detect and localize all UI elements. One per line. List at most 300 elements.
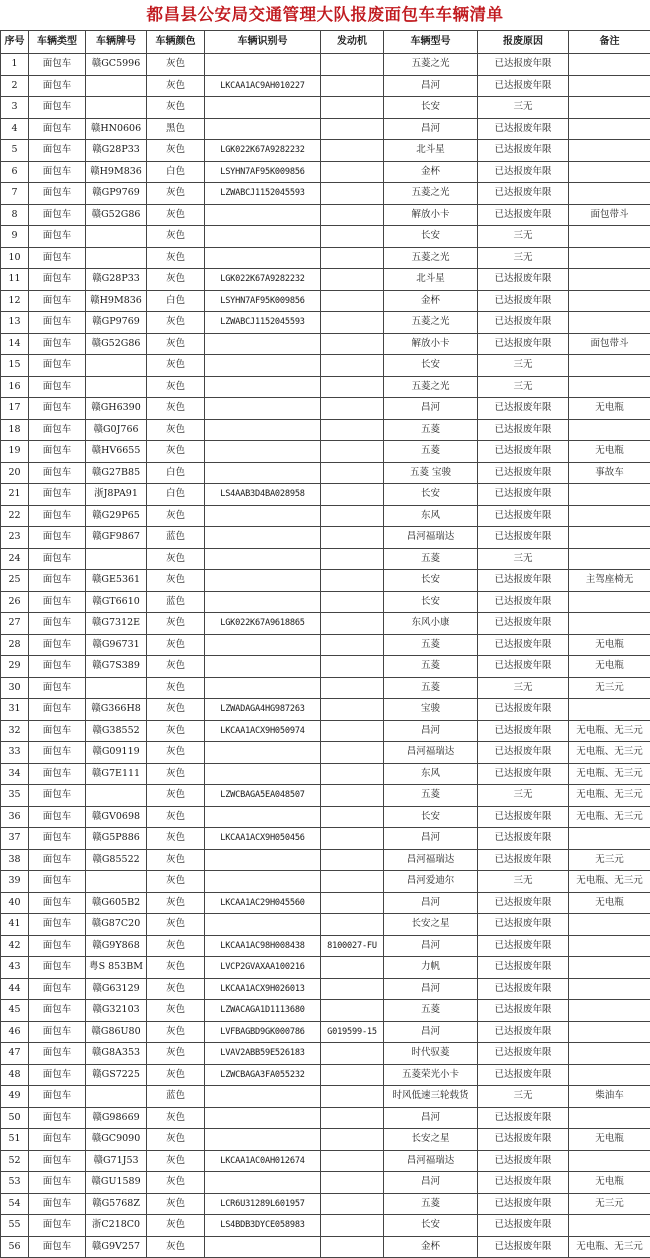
plate-number-cell: 赣GC9090 [86, 1129, 147, 1151]
scrap-reason-cell: 已达报废年限 [478, 75, 569, 97]
vehicle-type-cell: 面包车 [29, 1107, 86, 1129]
table-row [1, 247, 650, 269]
plate-number-cell [86, 1086, 147, 1108]
vehicle-model-cell: 五菱之光 [384, 54, 478, 76]
vehicle-color-cell: 白色 [147, 290, 205, 312]
table-row [1, 656, 650, 678]
remark-cell: 无电瓶 [569, 656, 650, 678]
row-index-cell: 41 [1, 914, 29, 936]
vehicle-color-cell: 灰色 [147, 935, 205, 957]
vin-cell: LGK022K67A9282232 [205, 269, 321, 291]
scrap-reason-cell: 已达报废年限 [478, 570, 569, 592]
vehicle-type-cell: 面包车 [29, 613, 86, 635]
plate-number-cell: 赣G87C20 [86, 914, 147, 936]
table-row [1, 183, 650, 205]
engine-number-cell [321, 161, 384, 183]
engine-number-cell [321, 398, 384, 420]
vehicle-model-cell: 昌河 [384, 1172, 478, 1194]
scrap-reason-cell: 已达报废年限 [478, 1000, 569, 1022]
row-index-cell: 48 [1, 1064, 29, 1086]
vehicle-model-cell: 昌河福瑞达 [384, 849, 478, 871]
vehicle-type-cell: 面包车 [29, 1021, 86, 1043]
vin-cell: LKCAA1AC9AH010227 [205, 75, 321, 97]
remark-cell [569, 978, 650, 1000]
plate-number-cell: 赣GS7225 [86, 1064, 147, 1086]
vehicle-model-cell: 五菱 [384, 677, 478, 699]
remark-cell [569, 484, 650, 506]
plate-number-cell: 浙C218C0 [86, 1215, 147, 1237]
plate-number-cell: 赣G29P65 [86, 505, 147, 527]
table-row [1, 1193, 650, 1215]
remark-cell [569, 247, 650, 269]
table-row [1, 54, 650, 76]
row-index-cell: 1 [1, 54, 29, 76]
vehicle-type-cell: 面包车 [29, 742, 86, 764]
vehicle-color-cell: 灰色 [147, 828, 205, 850]
row-index-cell: 37 [1, 828, 29, 850]
engine-number-cell [321, 1086, 384, 1108]
remark-cell [569, 269, 650, 291]
row-index-cell: 40 [1, 892, 29, 914]
vehicle-model-cell: 时风低速三轮载货 [384, 1086, 478, 1108]
plate-number-cell: 赣GC5996 [86, 54, 147, 76]
vehicle-model-cell: 昌河福瑞达 [384, 1150, 478, 1172]
scrap-reason-cell: 已达报废年限 [478, 1107, 569, 1129]
header-row [1, 31, 650, 54]
vehicle-model-cell: 五菱之光 [384, 183, 478, 205]
remark-cell [569, 1215, 650, 1237]
vehicle-color-cell: 灰色 [147, 54, 205, 76]
vehicle-type-cell: 面包车 [29, 763, 86, 785]
plate-number-cell: 赣G32103 [86, 1000, 147, 1022]
vehicle-color-cell: 灰色 [147, 849, 205, 871]
vehicle-model-cell: 昌河 [384, 398, 478, 420]
col-index-header: 序号 [1, 31, 29, 54]
row-index-cell: 33 [1, 742, 29, 764]
scrap-reason-cell: 已达报废年限 [478, 1064, 569, 1086]
plate-number-cell: 赣G98669 [86, 1107, 147, 1129]
col-vehicle-type-header: 车辆类型 [29, 31, 86, 54]
vehicle-color-cell: 灰色 [147, 312, 205, 334]
vehicle-model-cell: 昌河福瑞达 [384, 742, 478, 764]
plate-number-cell: 赣G9Y868 [86, 935, 147, 957]
row-index-cell: 30 [1, 677, 29, 699]
engine-number-cell [321, 75, 384, 97]
engine-number-cell [321, 419, 384, 441]
vehicle-type-cell: 面包车 [29, 1064, 86, 1086]
vehicle-color-cell: 灰色 [147, 1215, 205, 1237]
vehicle-color-cell: 白色 [147, 161, 205, 183]
row-index-cell: 54 [1, 1193, 29, 1215]
plate-number-cell: 赣G366H8 [86, 699, 147, 721]
table-row [1, 828, 650, 850]
vehicle-color-cell: 灰色 [147, 957, 205, 979]
vehicle-color-cell: 灰色 [147, 183, 205, 205]
row-index-cell: 25 [1, 570, 29, 592]
scrap-reason-cell: 已达报废年限 [478, 204, 569, 226]
scrap-reason-cell: 已达报废年限 [478, 978, 569, 1000]
vin-cell [205, 118, 321, 140]
vehicle-color-cell: 灰色 [147, 785, 205, 807]
engine-number-cell [321, 892, 384, 914]
vehicle-color-cell: 灰色 [147, 75, 205, 97]
vehicle-color-cell: 灰色 [147, 441, 205, 463]
vehicle-model-cell: 宝骏 [384, 699, 478, 721]
engine-number-cell [321, 54, 384, 76]
plate-number-cell: 赣G86U80 [86, 1021, 147, 1043]
row-index-cell: 26 [1, 591, 29, 613]
vehicle-color-cell: 灰色 [147, 871, 205, 893]
vin-cell: LKCAA1ACX9H026013 [205, 978, 321, 1000]
vehicle-type-cell: 面包车 [29, 183, 86, 205]
vehicle-color-cell: 灰色 [147, 720, 205, 742]
vehicle-color-cell: 灰色 [147, 1172, 205, 1194]
vehicle-color-cell: 灰色 [147, 548, 205, 570]
scrap-reason-cell: 三无 [478, 1086, 569, 1108]
row-index-cell: 7 [1, 183, 29, 205]
row-index-cell: 56 [1, 1236, 29, 1258]
vehicle-model-cell: 时代驭菱 [384, 1043, 478, 1065]
remark-cell [569, 75, 650, 97]
vehicle-type-cell: 面包车 [29, 591, 86, 613]
vin-cell [205, 505, 321, 527]
plate-number-cell: 赣G605B2 [86, 892, 147, 914]
table-row [1, 570, 650, 592]
remark-cell [569, 1043, 650, 1065]
col-plate-header: 车辆牌号 [86, 31, 147, 54]
row-index-cell: 2 [1, 75, 29, 97]
engine-number-cell: 8100027-FU [321, 935, 384, 957]
remark-cell: 无电瓶、无三元 [569, 720, 650, 742]
row-index-cell: 23 [1, 527, 29, 549]
vehicle-color-cell: 白色 [147, 484, 205, 506]
scrap-reason-cell: 已达报废年限 [478, 849, 569, 871]
vin-cell: LKCAA1AC98H008438 [205, 935, 321, 957]
plate-number-cell: 赣GP9769 [86, 312, 147, 334]
engine-number-cell [321, 97, 384, 119]
plate-number-cell [86, 785, 147, 807]
scrap-reason-cell: 已达报废年限 [478, 634, 569, 656]
scrap-reason-cell: 已达报废年限 [478, 161, 569, 183]
remark-cell: 无电瓶、无三元 [569, 1236, 650, 1258]
remark-cell [569, 828, 650, 850]
plate-number-cell: 赣G7E111 [86, 763, 147, 785]
table-row [1, 376, 650, 398]
table-row [1, 75, 650, 97]
vehicle-color-cell: 灰色 [147, 634, 205, 656]
engine-number-cell [321, 269, 384, 291]
engine-number-cell [321, 183, 384, 205]
vehicle-model-cell: 五菱 宝骏 [384, 462, 478, 484]
plate-number-cell: 赣GT6610 [86, 591, 147, 613]
remark-cell [569, 312, 650, 334]
row-index-cell: 5 [1, 140, 29, 162]
plate-number-cell [86, 376, 147, 398]
vehicle-type-cell: 面包车 [29, 935, 86, 957]
vin-cell [205, 871, 321, 893]
row-index-cell: 51 [1, 1129, 29, 1151]
plate-number-cell: 赣G28P33 [86, 140, 147, 162]
col-reason-header: 报废原因 [478, 31, 569, 54]
plate-number-cell: 赣GH6390 [86, 398, 147, 420]
scrap-reason-cell: 三无 [478, 548, 569, 570]
row-index-cell: 39 [1, 871, 29, 893]
remark-cell: 无电瓶 [569, 398, 650, 420]
vehicle-type-cell: 面包车 [29, 806, 86, 828]
vehicle-type-cell: 面包车 [29, 957, 86, 979]
vehicle-type-cell: 面包车 [29, 140, 86, 162]
vehicle-model-cell: 长安 [384, 355, 478, 377]
vehicle-color-cell: 灰色 [147, 419, 205, 441]
vehicle-type-cell: 面包车 [29, 634, 86, 656]
scrap-reason-cell: 已达报废年限 [478, 613, 569, 635]
vehicle-model-cell: 长安 [384, 591, 478, 613]
vehicle-model-cell: 长安 [384, 226, 478, 248]
table-row [1, 1021, 650, 1043]
scrap-reason-cell: 三无 [478, 226, 569, 248]
plate-number-cell: 赣G52G86 [86, 333, 147, 355]
table-row [1, 312, 650, 334]
scrap-reason-cell: 已达报废年限 [478, 763, 569, 785]
vehicle-model-cell: 昌河 [384, 720, 478, 742]
vehicle-type-cell: 面包车 [29, 505, 86, 527]
row-index-cell: 24 [1, 548, 29, 570]
vehicle-model-cell: 五菱 [384, 1193, 478, 1215]
vehicle-color-cell: 黑色 [147, 118, 205, 140]
remark-cell [569, 183, 650, 205]
table-row [1, 892, 650, 914]
remark-cell: 无电瓶 [569, 1129, 650, 1151]
table-row [1, 613, 650, 635]
table-row [1, 204, 650, 226]
vehicle-model-cell: 五菱荣光小卡 [384, 1064, 478, 1086]
scrap-reason-cell: 已达报废年限 [478, 1236, 569, 1258]
plate-number-cell: 赣GP9769 [86, 183, 147, 205]
engine-number-cell [321, 204, 384, 226]
remark-cell [569, 548, 650, 570]
row-index-cell: 20 [1, 462, 29, 484]
engine-number-cell [321, 742, 384, 764]
vehicle-color-cell: 灰色 [147, 226, 205, 248]
remark-cell [569, 226, 650, 248]
vehicle-color-cell: 灰色 [147, 1000, 205, 1022]
engine-number-cell [321, 355, 384, 377]
engine-number-cell: G019599-15 [321, 1021, 384, 1043]
vehicle-model-cell: 长安之星 [384, 1129, 478, 1151]
vehicle-model-cell: 东风小康 [384, 613, 478, 635]
scrap-reason-cell: 已达报废年限 [478, 140, 569, 162]
remark-cell: 无电瓶、无三元 [569, 806, 650, 828]
scrap-reason-cell: 已达报废年限 [478, 914, 569, 936]
vin-cell: LVFBAGBD9GK000786 [205, 1021, 321, 1043]
plate-number-cell: 赣G27B85 [86, 462, 147, 484]
vehicle-model-cell: 东风 [384, 505, 478, 527]
vin-cell [205, 247, 321, 269]
scrap-reason-cell: 已达报废年限 [478, 398, 569, 420]
plate-number-cell [86, 871, 147, 893]
remark-cell [569, 97, 650, 119]
row-index-cell: 3 [1, 97, 29, 119]
row-index-cell: 16 [1, 376, 29, 398]
table-row [1, 785, 650, 807]
scrap-reason-cell: 已达报废年限 [478, 742, 569, 764]
remark-cell [569, 1021, 650, 1043]
plate-number-cell: 赣HV6655 [86, 441, 147, 463]
vehicle-color-cell: 灰色 [147, 269, 205, 291]
vin-cell [205, 333, 321, 355]
row-index-cell: 22 [1, 505, 29, 527]
vehicle-type-cell: 面包车 [29, 355, 86, 377]
plate-number-cell [86, 677, 147, 699]
remark-cell [569, 699, 650, 721]
plate-number-cell: 赣G09119 [86, 742, 147, 764]
plate-number-cell: 赣H9M836 [86, 290, 147, 312]
row-index-cell: 9 [1, 226, 29, 248]
vehicle-type-cell: 面包车 [29, 914, 86, 936]
engine-number-cell [321, 849, 384, 871]
vin-cell [205, 634, 321, 656]
scrap-reason-cell: 已达报废年限 [478, 828, 569, 850]
plate-number-cell: 粤S 853BM [86, 957, 147, 979]
table-row [1, 505, 650, 527]
vehicle-model-cell: 昌河 [384, 1107, 478, 1129]
vehicle-model-cell: 解放小卡 [384, 333, 478, 355]
vehicle-model-cell: 长安 [384, 570, 478, 592]
vehicle-model-cell: 五菱 [384, 419, 478, 441]
row-index-cell: 34 [1, 763, 29, 785]
scrap-reason-cell: 三无 [478, 677, 569, 699]
vehicle-model-cell: 五菱 [384, 1000, 478, 1022]
vin-cell: LSYHN7AF95K009856 [205, 290, 321, 312]
scrap-reason-cell: 已达报废年限 [478, 656, 569, 678]
vehicle-color-cell: 灰色 [147, 763, 205, 785]
vehicle-color-cell: 灰色 [147, 1236, 205, 1258]
vehicle-model-cell: 昌河 [384, 75, 478, 97]
vin-cell: LS4BDB3DYCE058983 [205, 1215, 321, 1237]
vehicle-color-cell: 灰色 [147, 1150, 205, 1172]
vin-cell [205, 806, 321, 828]
row-index-cell: 19 [1, 441, 29, 463]
vin-cell: LVCP2GVAXAA100216 [205, 957, 321, 979]
row-index-cell: 35 [1, 785, 29, 807]
engine-number-cell [321, 914, 384, 936]
engine-number-cell [321, 1172, 384, 1194]
scrap-reason-cell: 已达报废年限 [478, 527, 569, 549]
scrap-reason-cell: 已达报废年限 [478, 290, 569, 312]
plate-number-cell: 赣G7S389 [86, 656, 147, 678]
vehicle-type-cell: 面包车 [29, 75, 86, 97]
scrap-reason-cell: 已达报废年限 [478, 591, 569, 613]
vehicle-type-cell: 面包车 [29, 527, 86, 549]
engine-number-cell [321, 957, 384, 979]
row-index-cell: 10 [1, 247, 29, 269]
row-index-cell: 15 [1, 355, 29, 377]
table-row [1, 1150, 650, 1172]
vehicle-model-cell: 五菱 [384, 785, 478, 807]
vehicle-model-cell: 金杯 [384, 1236, 478, 1258]
row-index-cell: 27 [1, 613, 29, 635]
scrap-reason-cell: 已达报废年限 [478, 312, 569, 334]
table-row [1, 699, 650, 721]
table-row [1, 914, 650, 936]
vehicle-color-cell: 灰色 [147, 140, 205, 162]
vehicle-type-cell: 面包车 [29, 376, 86, 398]
scrap-reason-cell: 三无 [478, 376, 569, 398]
vin-cell: LVAV2ABB59E526183 [205, 1043, 321, 1065]
scrap-reason-cell: 已达报废年限 [478, 1193, 569, 1215]
plate-number-cell: 赣G38552 [86, 720, 147, 742]
vehicle-type-cell: 面包车 [29, 269, 86, 291]
engine-number-cell [321, 226, 384, 248]
plate-number-cell: 赣G96731 [86, 634, 147, 656]
engine-number-cell [321, 828, 384, 850]
vehicle-model-cell: 昌河 [384, 828, 478, 850]
vin-cell: LKCAA1ACX9H050974 [205, 720, 321, 742]
engine-number-cell [321, 333, 384, 355]
vehicle-color-cell: 灰色 [147, 355, 205, 377]
vehicle-type-cell: 面包车 [29, 849, 86, 871]
vehicle-color-cell: 灰色 [147, 677, 205, 699]
plate-number-cell: 赣HN0606 [86, 118, 147, 140]
table-row [1, 269, 650, 291]
col-remark-header: 备注 [569, 31, 650, 54]
vehicle-color-cell: 灰色 [147, 97, 205, 119]
scrap-reason-cell: 已达报废年限 [478, 892, 569, 914]
remark-cell [569, 505, 650, 527]
scrap-reason-cell: 已达报废年限 [478, 935, 569, 957]
engine-number-cell [321, 785, 384, 807]
remark-cell: 事故车 [569, 462, 650, 484]
table-row [1, 548, 650, 570]
vehicle-table [0, 30, 650, 1258]
remark-cell: 面包带斗 [569, 333, 650, 355]
vehicle-model-cell: 长安 [384, 806, 478, 828]
vehicle-model-cell: 东风 [384, 763, 478, 785]
vin-cell [205, 763, 321, 785]
vehicle-color-cell: 灰色 [147, 699, 205, 721]
remark-cell [569, 161, 650, 183]
table-row [1, 161, 650, 183]
vehicle-model-cell: 昌河爱迪尔 [384, 871, 478, 893]
vehicle-type-cell: 面包车 [29, 1193, 86, 1215]
col-color-header: 车辆颜色 [147, 31, 205, 54]
vin-cell [205, 527, 321, 549]
vin-cell [205, 849, 321, 871]
vin-cell: LGK022K67A9618865 [205, 613, 321, 635]
vehicle-type-cell: 面包车 [29, 118, 86, 140]
vehicle-color-cell: 灰色 [147, 247, 205, 269]
engine-number-cell [321, 1107, 384, 1129]
vin-cell [205, 398, 321, 420]
remark-cell [569, 935, 650, 957]
scrap-reason-cell: 已达报废年限 [478, 1215, 569, 1237]
row-index-cell: 12 [1, 290, 29, 312]
vehicle-model-cell: 长安 [384, 484, 478, 506]
vehicle-type-cell: 面包车 [29, 398, 86, 420]
col-vin-header: 车辆识别号 [205, 31, 321, 54]
table-row [1, 333, 650, 355]
plate-number-cell: 赣G8A353 [86, 1043, 147, 1065]
table-row [1, 763, 650, 785]
scrap-reason-cell: 已达报废年限 [478, 333, 569, 355]
vehicle-color-cell: 灰色 [147, 1021, 205, 1043]
row-index-cell: 49 [1, 1086, 29, 1108]
plate-number-cell: 赣G71J53 [86, 1150, 147, 1172]
vehicle-type-cell: 面包车 [29, 570, 86, 592]
vin-cell: LZWCBAGA5EA048507 [205, 785, 321, 807]
scrap-reason-cell: 已达报废年限 [478, 720, 569, 742]
vin-cell: LKCAA1AC0AH012674 [205, 1150, 321, 1172]
